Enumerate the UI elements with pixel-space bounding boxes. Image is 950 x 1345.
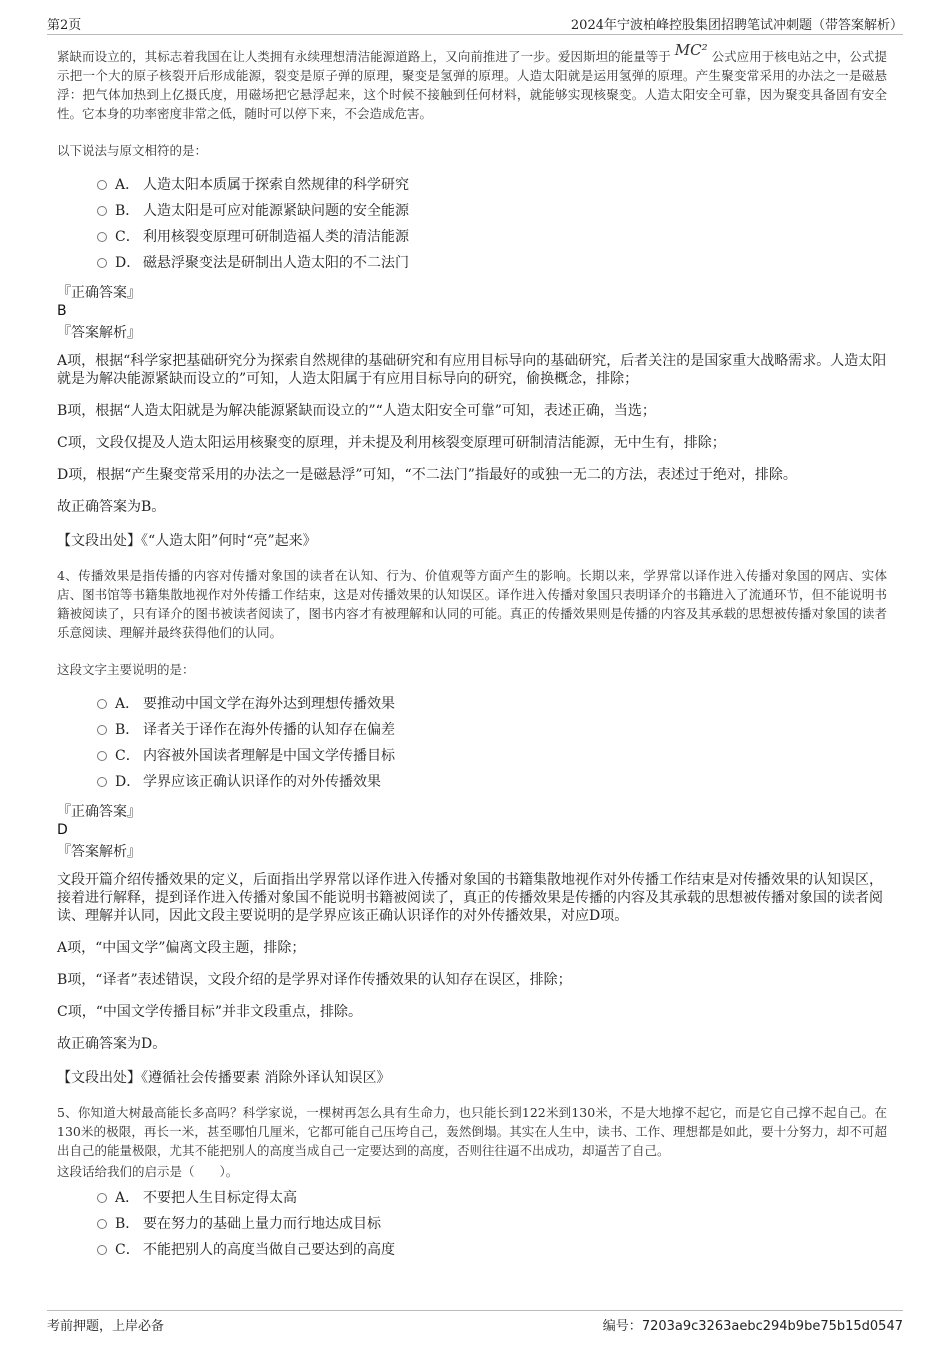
radio-icon[interactable] xyxy=(97,1245,107,1255)
q3-analysis-b: B项，根据“人造太阳就是为解决能源紧缺而设立的”“人造太阳安全可靠”可知，表述正确，当选； xyxy=(57,403,656,419)
page-footer xyxy=(47,1310,903,1334)
q3-analysis-c: C项，文段仅提及人造太阳运用核聚变的原理，并未提及利用核裂变原理可研制清洁能源，无中生有，排除； xyxy=(57,435,726,451)
q4-analysis-b: B项，“译者”表述错误，文段介绍的是学界对译作传播效果的认知存在误区，排除； xyxy=(57,972,572,988)
q4-option-a[interactable]: A． 要推动中国文学在海外达到理想传播效果 xyxy=(97,691,887,717)
page-content xyxy=(57,41,887,1271)
q3-conclusion: 故正确答案为B。 xyxy=(57,499,166,515)
q3-answer: B xyxy=(57,303,67,319)
q4-conclusion: 故正确答案为D。 xyxy=(57,1036,167,1052)
q4-stem: 这段文字主要说明的是： xyxy=(57,662,195,677)
q3-analysis-a: A项，根据“科学家把基础研究分为探索自然规律的基础研究和有应用目标导向的基础研究，后者关注的是国家重大战略需求。人造太阳就是为解决能源紧缺而设立的”可知，人造太阳属于有应用目标导向的研究，偷换概念，排除； xyxy=(57,353,887,387)
radio-icon[interactable] xyxy=(97,1219,107,1229)
q4-option-d[interactable]: D． 学界应该正确认识译作的对外传播效果 xyxy=(97,769,887,795)
q3-passage xyxy=(57,41,887,123)
footer-slogan: 考前押题，上岸必备 xyxy=(47,1319,165,1334)
q4-option-c[interactable]: C． 内容被外国读者理解是中国文学传播目标 xyxy=(97,743,887,769)
q3-option-c[interactable]: C． 利用核裂变原理可研制造福人类的清洁能源 xyxy=(97,224,887,250)
serial-label: 编号： xyxy=(602,1319,642,1334)
q4-answer: D xyxy=(57,822,68,838)
radio-icon[interactable] xyxy=(97,725,107,735)
q4-answer-label: 『正确答案』 xyxy=(57,804,141,820)
q3-option-a[interactable]: A． 人造太阳本质属于探索自然规律的科学研究 xyxy=(97,172,887,198)
document-title: 2024年宁波柏峰控股集团招聘笔试冲刺题（带答案解析） xyxy=(570,18,903,33)
q5-option-c[interactable]: C． 不能把别人的高度当做自己要达到的高度 xyxy=(97,1237,887,1263)
q3-source: 【文段出处】《“人造太阳”何时“亮”起来》 xyxy=(57,533,317,549)
radio-icon[interactable] xyxy=(97,777,107,787)
q4-analysis-a: A项，“中国文学”偏离文段主题，排除； xyxy=(57,940,306,956)
serial-number: 7203a9c3263aebc294b9be75b15d0547 xyxy=(641,1319,903,1334)
radio-icon[interactable] xyxy=(97,206,107,216)
q3-analysis-d: D项，根据“产生聚变常采用的办法之一是磁悬浮”可知，“不二法门”指最好的或独一无二的方法，表述过于绝对，排除。 xyxy=(57,467,797,483)
q4-analysis-main: 文段开篇介绍传播效果的定义，后面指出学界常以译作进入传播对象国的书籍集散地视作对外传播工作结束是对传播效果的认知误区，接着进行解释，提到译作进入传播对象国不能说明书籍被阅读了，真正的传播效果是传播的内容及其承载的思想被传播对象国的读者阅读、理解并认同，因此文段主要说明的是学界应该正确认识译作的对外传播效果，对应D项。 xyxy=(57,872,883,924)
radio-icon[interactable] xyxy=(97,258,107,268)
q3-passage-text-2: 公式应用于核电站之中，公式提示把一个大的原子核裂开后形成能源，裂变是原子弹的原理，聚变是氢弹的原理。人造太阳就是运用氢弹的原理。产生聚变常采用的办法之一是磁悬浮：把气体加热到上亿摄氏度，用磁场把它悬浮起来，这个时候不接触到任何材料，就能够实现核聚变。人造太阳安全可靠，因为聚变具备固有安全性。它本身的功率密度非常之低，随时可以停下来，不会造成危害。 xyxy=(57,49,887,121)
q3-passage-text-1: 紧缺而设立的，其标志着我国在让人类拥有永续理想清洁能源道路上，又向前推进了一步。爱因斯坦的能量等于 xyxy=(57,49,671,64)
q4-option-b[interactable]: B． 译者关于译作在海外传播的认知存在偏差 xyxy=(97,717,887,743)
energy-formula: MC² xyxy=(674,41,708,59)
q4-analysis-label: 『答案解析』 xyxy=(57,844,141,860)
q4-passage: 4、传播效果是指传播的内容对传播对象国的读者在认知、行为、价值观等方面产生的影响。长期以来，学界常以译作进入传播对象国的网店、实体店、图书馆等书籍集散地视作对外传播工作结束，这是对传播效果的认知误区。译作进入传播对象国只表明译介的书籍进入了流通环节，但不能说明书籍被阅读了，只有译介的图书被读者阅读了，图书内容才有被理解和认同的可能。真正的传播效果则是传播的内容及其承载的思想被传播对象国的读者乐意阅读、理解并最终获得他们的认同。 xyxy=(57,568,887,640)
radio-icon[interactable] xyxy=(97,180,107,190)
q5-passage: 5、你知道大树最高能长多高吗？科学家说，一棵树再怎么具有生命力，也只能长到122米到130米，不是大地撑不起它，而是它自己撑不起自己。在130米的极限，再长一米，甚至哪怕几厘米，它都可能自己压垮自己，轰然倒塌。其实在人生中，读书、工作、理想都是如此，要十分努力，却不可超出自己的能量极限，尤其不能把别人的高度当成自己一定要达到的高度，否则往往逼不出成功，却逼苦了自己。 xyxy=(57,1105,887,1158)
q3-answer-label: 『正确答案』 xyxy=(57,285,141,301)
footer-serial xyxy=(603,1315,903,1334)
q3-analysis-label: 『答案解析』 xyxy=(57,325,141,341)
q3-stem: 以下说法与原文相符的是： xyxy=(57,143,208,158)
q3-option-b[interactable]: B． 人造太阳是可应对能源紧缺问题的安全能源 xyxy=(97,198,887,224)
q5-option-b[interactable]: B． 要在努力的基础上量力而行地达成目标 xyxy=(97,1211,887,1237)
q5-stem: 这段话给我们的启示是（ ）。 xyxy=(57,1164,239,1179)
radio-icon[interactable] xyxy=(97,699,107,709)
page-number: 第2页 xyxy=(47,18,82,33)
radio-icon[interactable] xyxy=(97,1193,107,1203)
q5-options xyxy=(97,1185,887,1263)
q4-options xyxy=(97,691,887,795)
q3-options xyxy=(97,172,887,276)
q4-source: 【文段出处】《遵循社会传播要素 消除外译认知误区》 xyxy=(57,1070,391,1086)
radio-icon[interactable] xyxy=(97,232,107,242)
q5-option-a[interactable]: A． 不要把人生目标定得太高 xyxy=(97,1185,887,1211)
q4-analysis-c: C项，“中国文学传播目标”并非文段重点，排除。 xyxy=(57,1004,363,1020)
q3-option-d[interactable]: D． 磁悬浮聚变法是研制出人造太阳的不二法门 xyxy=(97,250,887,276)
page-header xyxy=(47,14,903,35)
radio-icon[interactable] xyxy=(97,751,107,761)
